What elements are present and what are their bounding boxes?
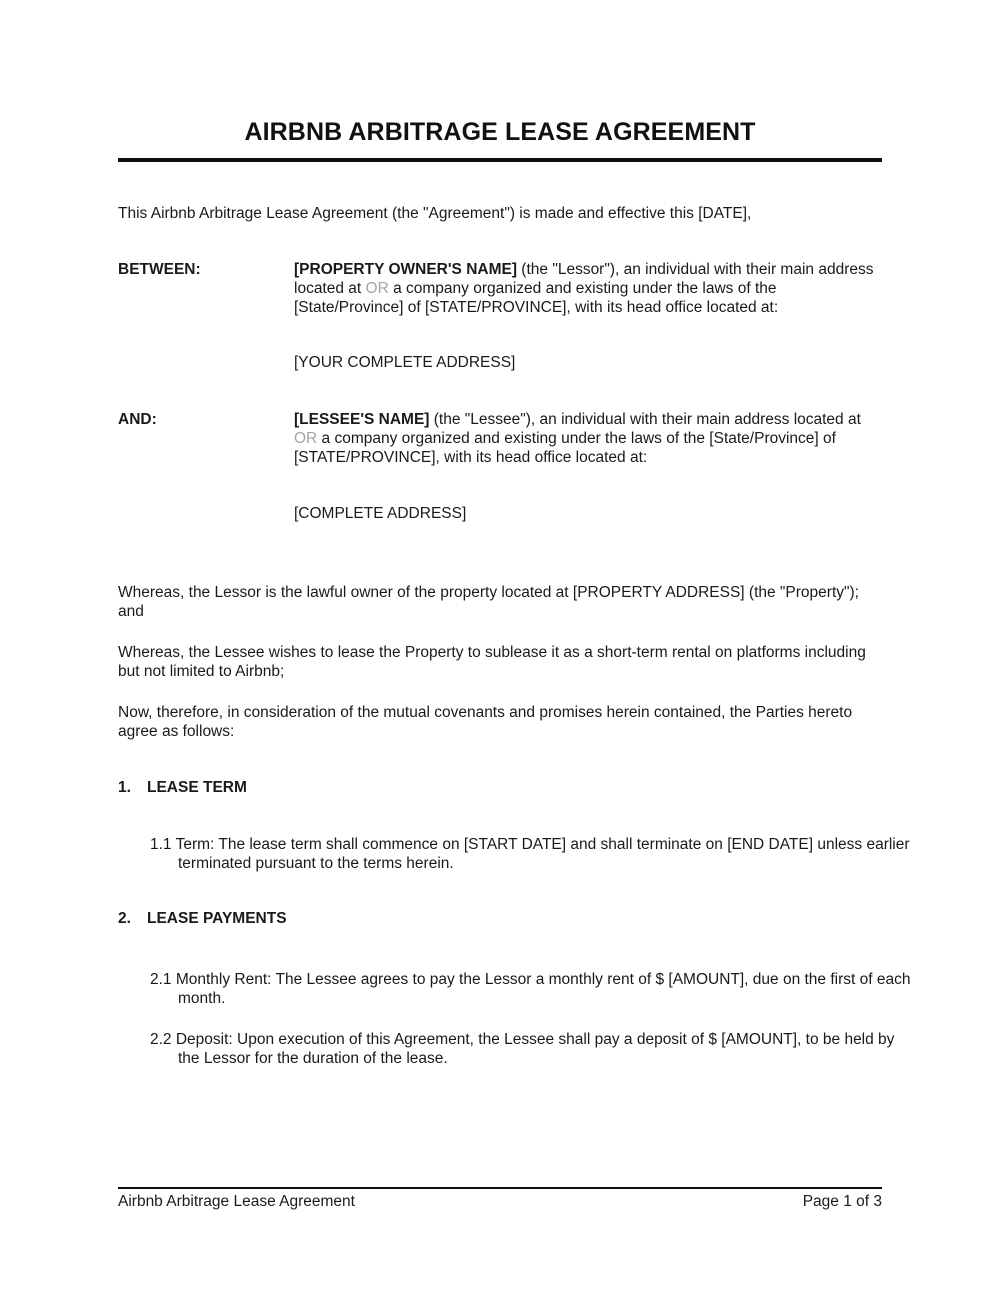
section-number: 1. (118, 779, 131, 796)
title-divider (118, 158, 882, 162)
party-label-and: AND: (118, 411, 157, 428)
recital-paragraph: Whereas, the Lessee wishes to lease the Property to sublease it as a short-term rental on platforms including but not limited to Airbnb; (118, 644, 866, 680)
document-title: AIRBNB ARBITRAGE LEASE AGREEMENT (244, 118, 756, 146)
party-label-between: BETWEEN: (118, 261, 201, 278)
lessee-text-2: a company organized and existing under the laws of the [State/Province] of [STATE/PROVINCE], with its head office located at: (294, 430, 836, 466)
lessee-or-option: OR (294, 430, 318, 447)
clause-1-1: 1.1 Term: The lease term shall commence on [START DATE] and shall terminate on [END DATE] unless earlier terminated pursuant to the terms herein. (150, 836, 910, 872)
footer-document-name: Airbnb Arbitrage Lease Agreement (118, 1193, 355, 1210)
lessee-address-placeholder: [COMPLETE ADDRESS] (294, 505, 467, 522)
footer-divider (118, 1187, 882, 1189)
lessee-text-1: (the "Lessee"), an individual with their main address located at (429, 411, 861, 428)
recital-paragraph: Now, therefore, in consideration of the mutual covenants and promises herein contained, the Parties hereto agree as follows: (118, 704, 853, 740)
lessee-name-placeholder: [LESSEE'S NAME] (294, 411, 430, 428)
footer-page-number: Page 1 of 3 (802, 1193, 882, 1210)
clause-2-1: 2.1 Monthly Rent: The Lessee agrees to pay the Lessor a monthly rent of $ [AMOUNT], due on the first of each month. (150, 971, 911, 1007)
section-title: LEASE PAYMENTS (147, 910, 287, 927)
lessor-text-2: a company organized and existing under the laws of the [State/Province] of [STATE/PROVINCE], with its head office located at: (294, 280, 779, 316)
lessor-text-1: (the "Lessor"), an individual with their main address located at (294, 261, 874, 297)
clause-2-2: 2.2 Deposit: Upon execution of this Agreement, the Lessee shall pay a deposit of $ [AMOUNT], to be held by the Lessor for the duration of the lease. (150, 1031, 895, 1067)
lessor-or-option: OR (365, 280, 389, 297)
lessor-name-placeholder: [PROPERTY OWNER'S NAME] (294, 261, 517, 278)
intro-paragraph: This Airbnb Arbitrage Lease Agreement (the "Agreement") is made and effective this [DATE], (118, 205, 752, 222)
lessor-address-placeholder: [YOUR COMPLETE ADDRESS] (294, 354, 516, 371)
section-title: LEASE TERM (147, 779, 247, 796)
section-heading-lease-payments (118, 909, 287, 928)
party-description-lessee (294, 410, 884, 467)
section-heading-lease-term (118, 778, 247, 797)
section-number: 2. (118, 910, 131, 927)
recital-paragraph: Whereas, the Lessor is the lawful owner of the property located at [PROPERTY ADDRESS] (the "Property"); and (118, 584, 859, 620)
party-description-lessor (294, 260, 884, 317)
